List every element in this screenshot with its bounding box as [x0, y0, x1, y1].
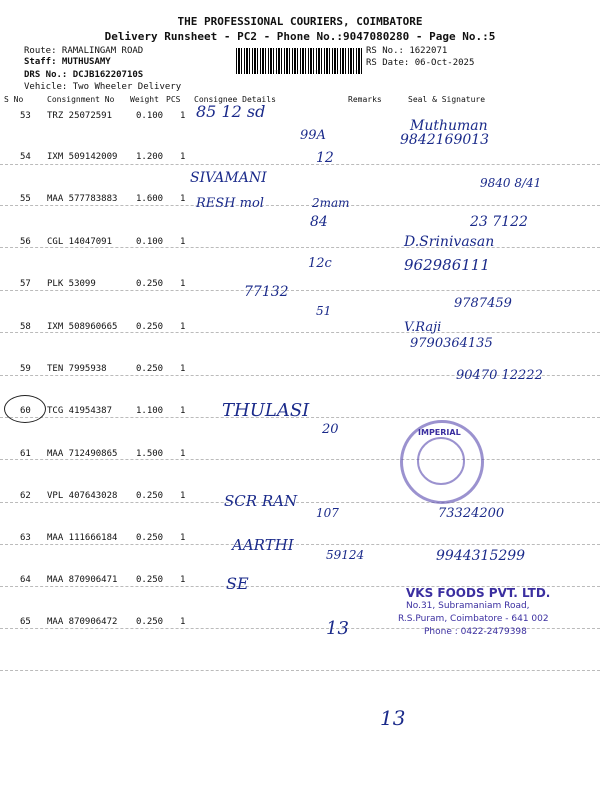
row-weight: 0.250 [136, 533, 164, 543]
row-60-circle-mark [4, 395, 46, 423]
row-consignment: PLK 53099 [47, 279, 96, 289]
row-pcs: 1 [180, 449, 186, 459]
handwriting: 2mam [312, 196, 350, 210]
handwriting: 12 [316, 150, 334, 166]
row-weight: 0.100 [136, 237, 164, 247]
row-weight: 0.100 [136, 111, 164, 121]
row-sno: 55 [20, 194, 31, 204]
rs-number: RS No.: 1622071 [366, 46, 448, 56]
seal-text: IMPERIAL [418, 428, 461, 437]
handwriting: 73324200 [438, 506, 505, 521]
row-sno: 57 [20, 279, 31, 289]
col-pcs: PCS [166, 95, 181, 104]
row-pcs: 1 [180, 194, 186, 204]
handwriting: RESH mol [196, 196, 264, 211]
handwriting: 84 [310, 214, 328, 230]
handwriting: SIVAMANI [190, 170, 267, 186]
row-pcs: 1 [180, 111, 186, 121]
row-weight: 0.250 [136, 279, 164, 289]
runsheet-title: Delivery Runsheet - PC2 - Phone No.:9047080280 - Page No.:5 [104, 30, 496, 43]
row-consignment: CGL 14047091 [47, 237, 113, 247]
drs-number: DRS No.: DCJB16220710S [24, 70, 144, 80]
row-consignment: IXM 509142009 [47, 152, 118, 162]
row-pcs: 1 [180, 152, 186, 162]
row-sno: 54 [20, 152, 31, 162]
row-pcs: 1 [180, 491, 186, 501]
row-pcs: 1 [180, 364, 186, 374]
handwriting: V.Raji [404, 320, 442, 335]
row-weight: 0.250 [136, 364, 164, 374]
vehicle: Vehicle: Two Wheeler Delivery [24, 82, 182, 92]
col-remarks: Remarks [348, 95, 382, 104]
handwriting: 962986111 [404, 256, 490, 274]
handwriting: 13 [380, 706, 406, 730]
handwriting: Muthuman [410, 118, 488, 134]
row-weight: 0.250 [136, 617, 164, 627]
handwriting: 12c [308, 256, 332, 271]
row-pcs: 1 [180, 322, 186, 332]
route: Route: RAMALINGAM ROAD [24, 46, 144, 56]
row-consignment: MAA 870906472 [47, 617, 118, 627]
row-sno: 65 [20, 617, 31, 627]
row-weight: 0.250 [136, 575, 164, 585]
col-details: Consignee Details [194, 95, 276, 104]
row-sno: 61 [20, 449, 31, 459]
handwriting: 90470 12222 [456, 368, 543, 383]
handwriting: SE [226, 574, 249, 593]
row-pcs: 1 [180, 575, 186, 585]
row-pcs: 1 [180, 533, 186, 543]
row-consignment: TCG 41954387 [47, 406, 113, 416]
row-weight: 1.100 [136, 406, 164, 416]
handwriting: 51 [316, 304, 332, 318]
row-consignment: IXM 508960665 [47, 322, 118, 332]
handwriting: 9840 8/41 [480, 176, 542, 190]
row-weight: 0.250 [136, 322, 164, 332]
row-pcs: 1 [180, 617, 186, 627]
col-seal: Seal & Signature [408, 95, 486, 104]
row-sno: 53 [20, 111, 31, 121]
company-stamp-address: No.31, Subramaniam Road, [406, 601, 530, 611]
row-pcs: 1 [180, 406, 186, 416]
row-sno: 56 [20, 237, 31, 247]
handwriting: 9787459 [454, 296, 512, 311]
row-sno: 58 [20, 322, 31, 332]
row-consignment: TEN 7995938 [47, 364, 107, 374]
barcode [236, 48, 364, 74]
row-sno: 63 [20, 533, 31, 543]
col-consignment: Consignment No [47, 95, 115, 104]
row-weight: 1.600 [136, 194, 164, 204]
handwriting: 13 [326, 618, 349, 639]
row-pcs: 1 [180, 237, 186, 247]
handwriting: 9842169013 [400, 132, 490, 148]
handwriting: 9790364135 [410, 336, 493, 351]
company-stamp-name: VKS FOODS PVT. LTD. [406, 586, 551, 600]
handwriting: 23 7122 [470, 214, 528, 230]
handwriting: D.Srinivasan [404, 234, 495, 250]
rs-date: RS Date: 06-Oct-2025 [366, 58, 475, 68]
company-title: THE PROFESSIONAL COURIERS, COIMBATORE [177, 15, 423, 28]
row-consignment: MAA 577783883 [47, 194, 118, 204]
col-weight: Weight [130, 95, 159, 104]
handwriting: SCR RAN [224, 492, 298, 510]
handwriting: AARTHI [232, 536, 294, 554]
handwriting: THULASI [222, 400, 310, 421]
row-weight: 1.200 [136, 152, 164, 162]
row-consignment: MAA 712490865 [47, 449, 118, 459]
handwriting: 85 12 sd [196, 102, 266, 121]
row-sno: 60 [20, 406, 31, 416]
row-consignment: VPL 407643028 [47, 491, 118, 501]
handwriting: 9944315299 [436, 548, 526, 564]
company-stamp-phone: Phone : 0422-2479398 [424, 627, 527, 637]
row-sno: 64 [20, 575, 31, 585]
row-weight: 1.500 [136, 449, 164, 459]
row-pcs: 1 [180, 279, 186, 289]
row-sno: 62 [20, 491, 31, 501]
company-stamp-city: R.S.Puram, Coimbatore - 641 002 [398, 614, 549, 624]
handwriting: 20 [322, 422, 339, 437]
handwriting: 77132 [244, 284, 289, 300]
staff: Staff: MUTHUSAMY [24, 57, 111, 67]
row-weight: 0.250 [136, 491, 164, 501]
row-sno: 59 [20, 364, 31, 374]
row-consignment: MAA 870906471 [47, 575, 118, 585]
handwriting: 59124 [326, 548, 365, 562]
handwriting: 107 [316, 506, 339, 520]
row-consignment: TRZ 25072591 [47, 111, 113, 121]
col-sno: S No [4, 95, 24, 104]
row-consignment: MAA 111666184 [47, 533, 118, 543]
handwriting: 99A [300, 128, 326, 143]
